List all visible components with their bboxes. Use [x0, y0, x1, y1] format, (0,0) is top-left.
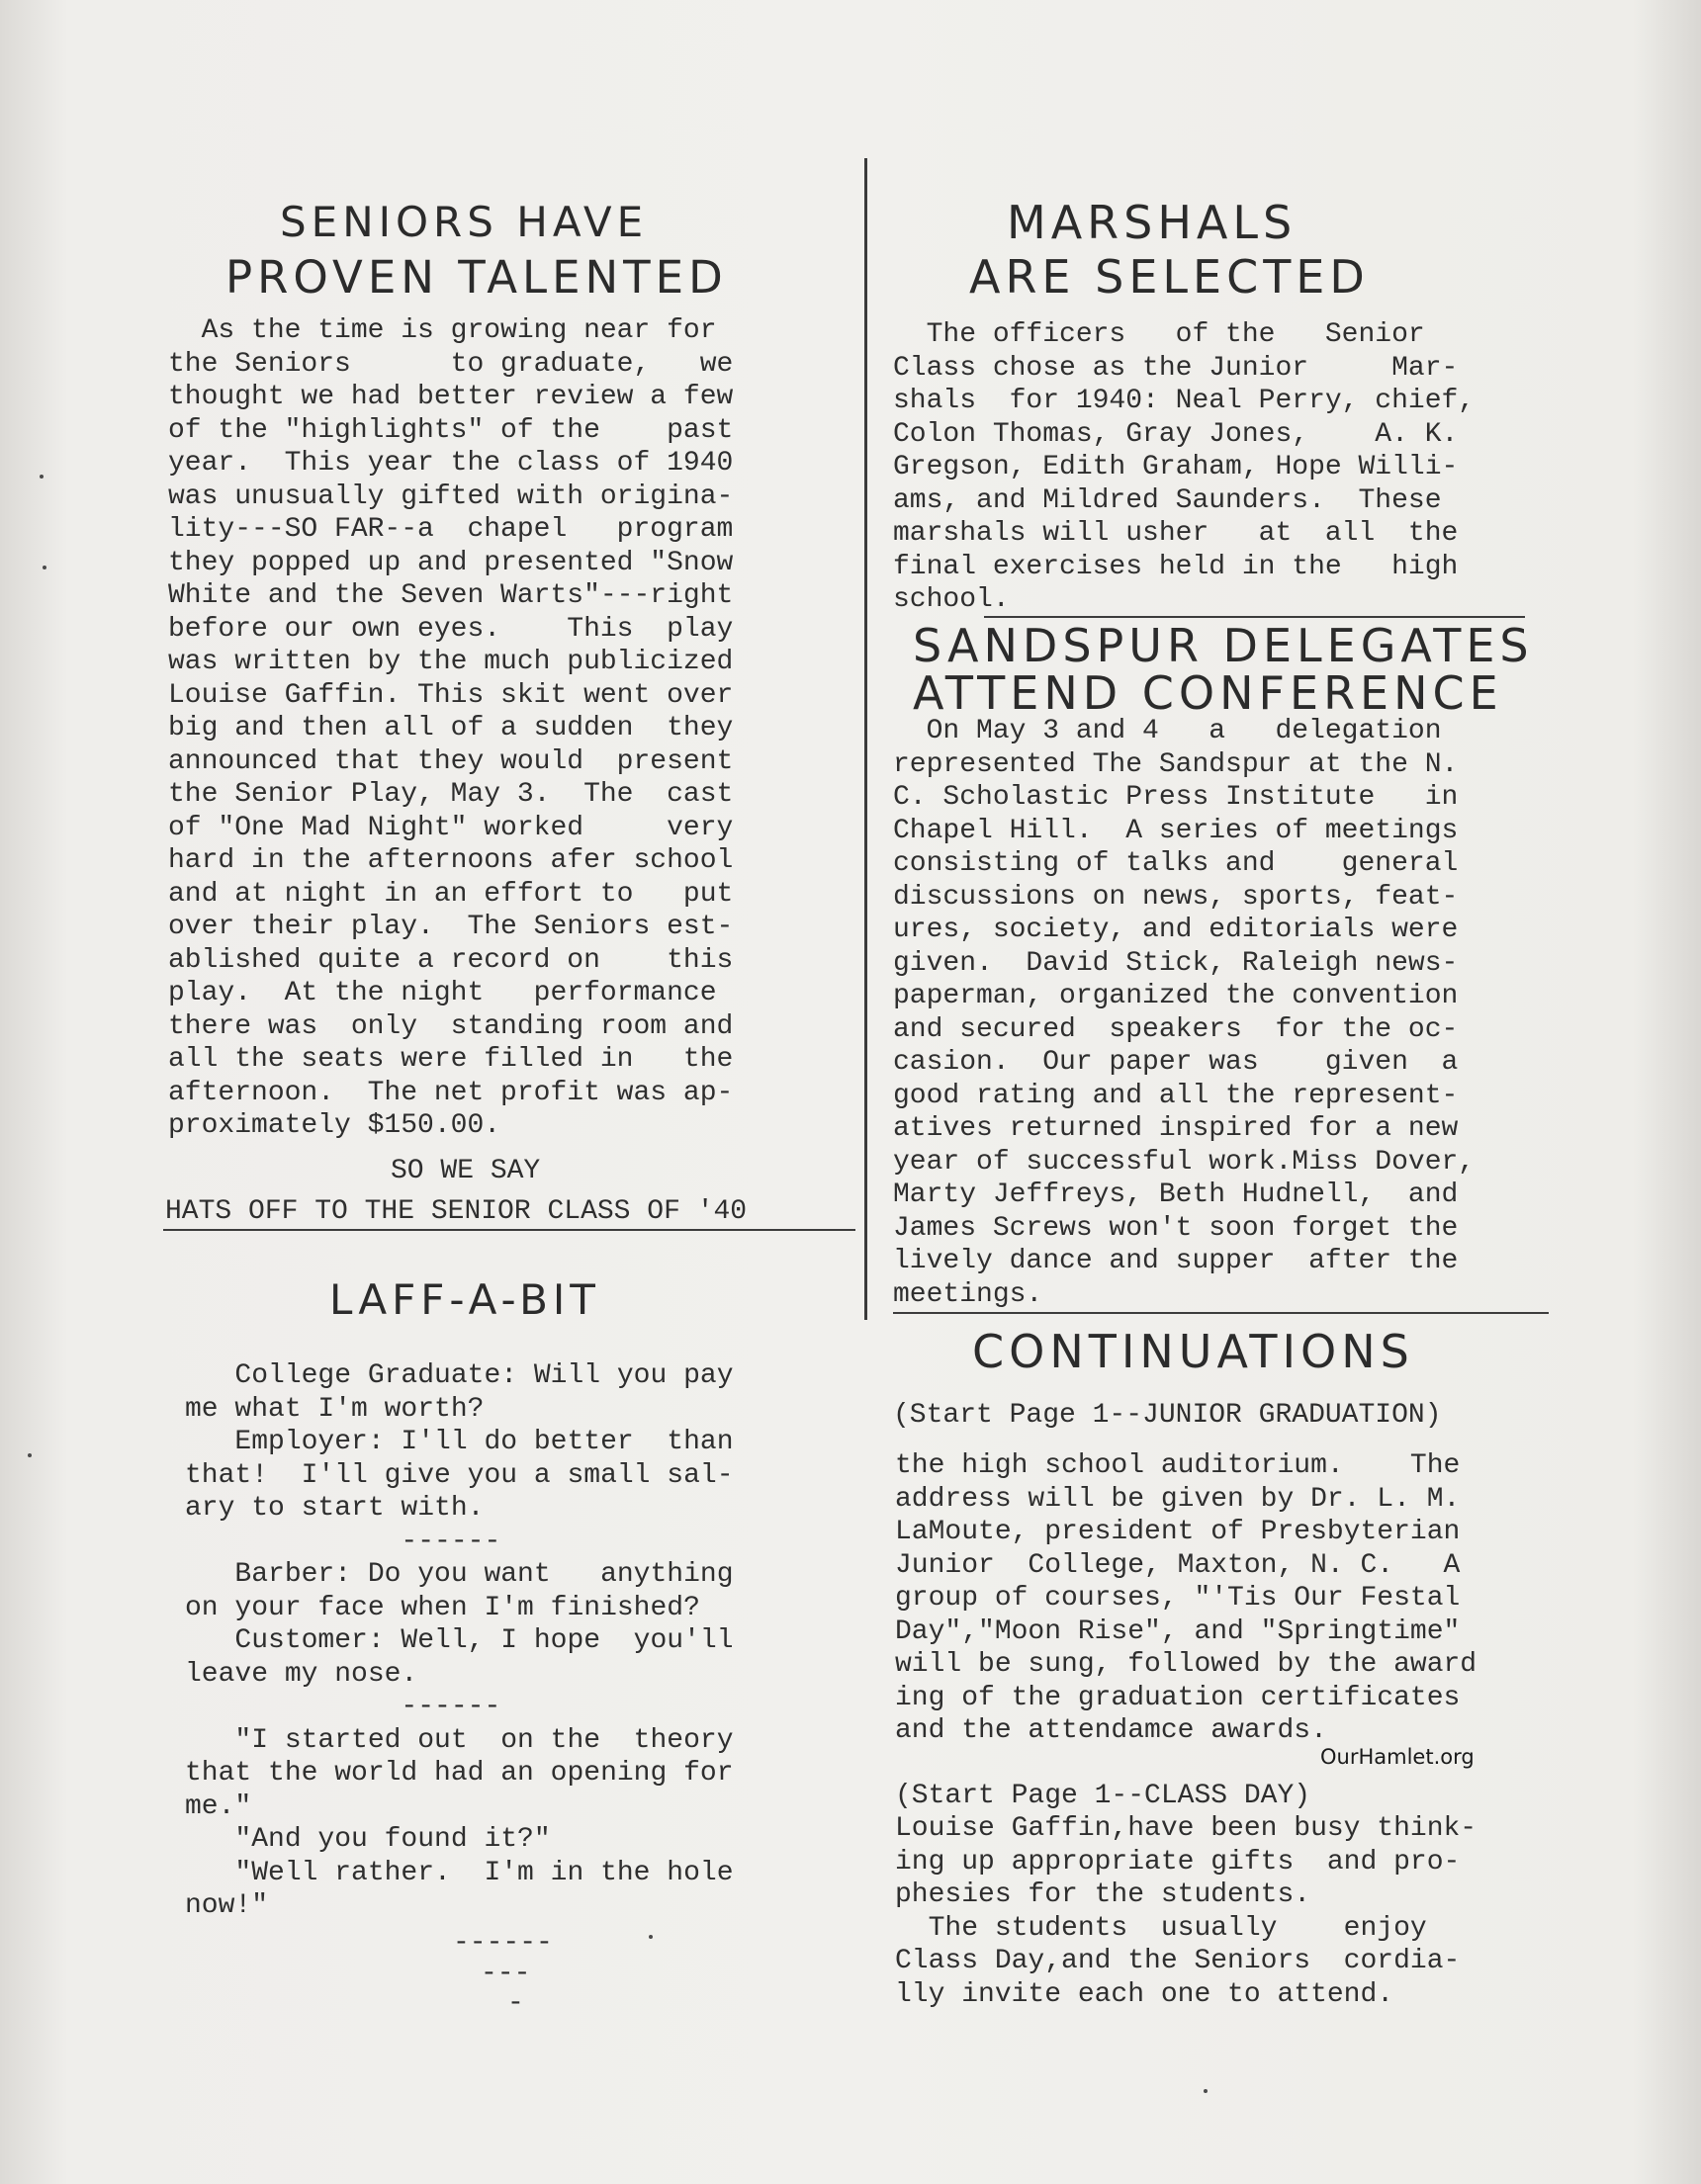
laff-text-line: "And you found it?" — [185, 1824, 551, 1855]
column-divider — [864, 158, 867, 1320]
continuations-headline: CONTINUATIONS — [972, 1325, 1414, 1378]
seniors-text-line: announced that they would present — [168, 745, 734, 777]
junior-graduation-body — [895, 1449, 1477, 1748]
seniors-text-line: of "One Mad Night" worked very — [168, 812, 734, 843]
junior-graduation-text-line: Day","Moon Rise", and "Springtime" — [895, 1616, 1461, 1647]
seniors-text-line: the Senior Play, May 3. The cast — [168, 779, 734, 810]
seniors-text-line: afternoon. The net profit was ap- — [168, 1077, 734, 1108]
seniors-text-line: the Seniors to graduate, we — [168, 348, 734, 380]
sandspur-text-line: meetings. — [893, 1278, 1043, 1310]
class-day-text-line: ing up appropriate gifts and pro- — [895, 1846, 1461, 1878]
sandspur-text-line: represented The Sandspur at the N. — [893, 748, 1459, 780]
marshals-text-line: shals for 1940: Neal Perry, chief, — [893, 386, 1476, 416]
sandspur-text-line: James Screws won't soon forget the — [893, 1212, 1459, 1244]
laff-text-line: ------ — [185, 1526, 501, 1557]
junior-graduation-text-line: address will be given by Dr. L. M. — [895, 1483, 1461, 1515]
class-day-heading: (Start Page 1--CLASS DAY) — [895, 1781, 1311, 1811]
end-dashes-2: --- — [481, 1959, 531, 1989]
seniors-text-line: was written by the much publicized — [168, 647, 734, 677]
marshals-article-body — [893, 318, 1475, 617]
marshals-headline-line1: MARSHALS — [1007, 196, 1298, 249]
laff-text-line: me." — [185, 1791, 252, 1822]
sandspur-headline-line2: ATTEND CONFERENCE — [913, 666, 1503, 720]
junior-graduation-text-line: will be sung, followed by the award — [895, 1649, 1477, 1680]
section-rule — [893, 1312, 1549, 1314]
seniors-text-line: year. This year the class of 1940 — [168, 448, 734, 479]
marshals-text-line: school. — [893, 584, 1010, 615]
marshals-text-line: Colon Thomas, Gray Jones, A. K. — [893, 418, 1459, 450]
laff-text-line: Employer: I'll do better than — [185, 1427, 734, 1457]
seniors-text-line: was unusually gifted with origina- — [168, 480, 734, 512]
laff-text-line: Barber: Do you want anything — [185, 1559, 734, 1590]
marshals-text-line: final exercises held in the high — [893, 551, 1459, 582]
sandspur-text-line: and secured speakers for the oc- — [893, 1013, 1459, 1045]
sandspur-text-line: discussions on news, sports, feat- — [893, 881, 1459, 913]
seniors-text-line: ablished quite a record on this — [168, 944, 734, 976]
laff-article-body — [185, 1359, 734, 1923]
class-day-text-line: Class Day,and the Seniors cordia- — [895, 1946, 1461, 1976]
seniors-article-body — [168, 314, 733, 1143]
sandspur-text-line: On May 3 and 4 a delegation — [893, 716, 1442, 746]
scan-speck — [1204, 2089, 1208, 2093]
seniors-text-line: all the seats were filled in the — [168, 1044, 734, 1075]
sandspur-text-line: good rating and all the represent- — [893, 1080, 1459, 1111]
sandspur-text-line: lively dance and supper after the — [893, 1246, 1459, 1276]
laff-text-line: College Graduate: Will you pay — [185, 1360, 734, 1391]
section-rule — [163, 1229, 855, 1231]
junior-graduation-text-line: Junior College, Maxton, N. C. A — [895, 1549, 1461, 1581]
sandspur-text-line: C. Scholastic Press Institute in — [893, 782, 1459, 813]
section-rule — [984, 616, 1525, 618]
laff-text-line: "Well rather. I'm in the hole — [185, 1857, 734, 1888]
laff-text-line: Customer: Well, I hope you'll — [185, 1625, 734, 1656]
hats-off-line: HATS OFF TO THE SENIOR CLASS OF '40 — [165, 1196, 748, 1227]
seniors-text-line: big and then all of a sudden they — [168, 713, 734, 743]
laff-text-line: now!" — [185, 1890, 269, 1921]
marshals-text-line: Class chose as the Junior Mar- — [893, 352, 1459, 384]
sandspur-headline-line1: SANDSPUR DELEGATES — [913, 619, 1534, 672]
class-day-text-line: lly invite each one to attend. — [895, 1978, 1394, 2010]
junior-graduation-text-line: the high school auditorium. The — [895, 1450, 1461, 1481]
junior-graduation-text-line: group of courses, "'Tis Our Festal — [895, 1583, 1461, 1614]
class-day-text-line: phesies for the students. — [895, 1879, 1311, 1910]
laff-text-line: leave my nose. — [185, 1658, 418, 1690]
seniors-text-line: over their play. The Seniors est- — [168, 912, 734, 942]
seniors-text-line: proximately $150.00. — [168, 1110, 501, 1141]
seniors-text-line: lity---SO FAR--a chapel program — [168, 514, 734, 545]
junior-graduation-text-line: LaMoute, president of Presbyterian — [895, 1517, 1461, 1547]
sandspur-text-line: ures, society, and editorials were — [893, 915, 1459, 945]
scan-speck — [43, 566, 46, 569]
end-dashes-1: ------ — [453, 1928, 553, 1959]
laff-text-line: ------ — [185, 1692, 501, 1722]
laff-text-line: that the world had an opening for — [185, 1758, 734, 1789]
marshals-text-line: marshals will usher at all the — [893, 518, 1459, 549]
seniors-text-line: hard in the afternoons afer school — [168, 845, 734, 876]
marshals-text-line: The officers of the Senior — [893, 319, 1425, 350]
laff-text-line: "I started out on the theory — [185, 1724, 734, 1756]
sandspur-text-line: given. David Stick, Raleigh news- — [893, 947, 1459, 979]
sandspur-text-line: paperman, organized the convention — [893, 981, 1459, 1011]
sandspur-text-line: Chapel Hill. A series of meetings — [893, 815, 1459, 846]
seniors-text-line: White and the Seven Warts"---right — [168, 580, 734, 611]
seniors-text-line: they popped up and presented "Snow — [168, 547, 734, 578]
seniors-headline-line1: SENIORS HAVE — [280, 198, 649, 246]
sandspur-text-line: atives returned inspired for a new — [893, 1113, 1459, 1144]
junior-graduation-heading: (Start Page 1--JUNIOR GRADUATION) — [893, 1400, 1442, 1431]
so-we-say: SO WE SAY — [391, 1156, 541, 1186]
laff-text-line: on your face when I'm finished? — [185, 1592, 700, 1623]
scan-speck — [40, 475, 44, 479]
seniors-text-line: Louise Gaffin. This skit went over — [168, 679, 734, 711]
sandspur-text-line: consisting of talks and general — [893, 848, 1459, 879]
scan-speck — [28, 1453, 32, 1457]
class-day-text-line: The students usually enjoy — [895, 1912, 1427, 1944]
class-day-body — [895, 1812, 1477, 2011]
laff-headline: LAFF-A-BIT — [329, 1275, 600, 1324]
junior-graduation-text-line: and the attendamce awards. — [895, 1715, 1327, 1746]
sandspur-article-body — [893, 715, 1475, 1311]
seniors-text-line: thought we had better review a few — [168, 382, 734, 412]
laff-text-line: me what I'm worth? — [185, 1393, 485, 1425]
marshals-text-line: Gregson, Edith Graham, Hope Willi- — [893, 452, 1459, 482]
sandspur-text-line: year of successful work.Miss Dover, — [893, 1146, 1476, 1178]
sandspur-text-line: Marty Jeffreys, Beth Hudnell, and — [893, 1179, 1459, 1210]
seniors-headline-line2: PROVEN TALENTED — [225, 251, 728, 304]
sandspur-text-line: casion. Our paper was given a — [893, 1047, 1459, 1078]
seniors-text-line: and at night in an effort to put — [168, 878, 734, 910]
seniors-text-line: before our own eyes. This play — [168, 613, 734, 645]
seniors-text-line: play. At the night performance — [168, 978, 717, 1008]
junior-graduation-text-line: ing of the graduation certificates — [895, 1682, 1461, 1713]
marshals-text-line: ams, and Mildred Saunders. These — [893, 484, 1442, 516]
seniors-text-line: there was only standing room and — [168, 1010, 734, 1042]
marshals-headline-line2: ARE SELECTED — [969, 250, 1370, 304]
laff-text-line: that! I'll give you a small sal- — [185, 1459, 734, 1491]
end-dashes-3: - — [507, 1988, 524, 2019]
scan-speck — [649, 1935, 653, 1939]
class-day-text-line: Louise Gaffin,have been busy think- — [895, 1813, 1477, 1844]
laff-text-line: ary to start with. — [185, 1493, 485, 1524]
seniors-text-line: As the time is growing near for — [168, 315, 717, 346]
seniors-text-line: of the "highlights" of the past — [168, 414, 734, 446]
site-watermark: OurHamlet.org — [1320, 1745, 1475, 1769]
